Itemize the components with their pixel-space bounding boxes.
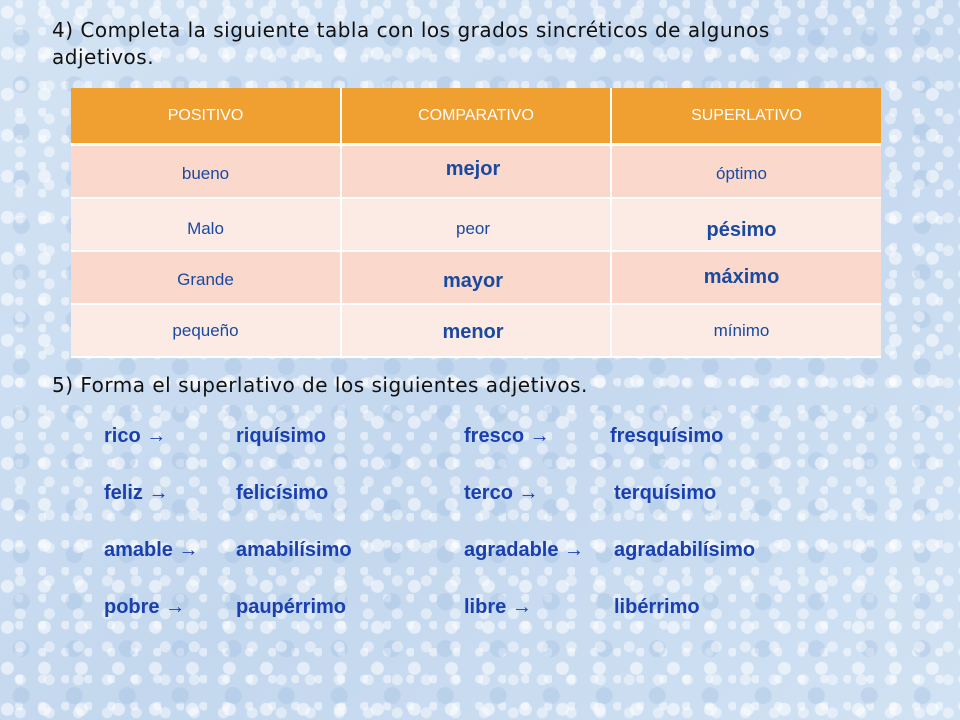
cell-text: Grande <box>177 270 234 289</box>
cell-text: pésimo <box>706 219 777 241</box>
table-row <box>71 198 881 251</box>
table-cell <box>341 198 611 251</box>
table-cell <box>341 304 611 357</box>
arrow-right-icon: → <box>518 482 539 504</box>
base-adjective: libre <box>464 596 507 618</box>
word-amable <box>104 539 199 562</box>
cell-text: Malo <box>187 219 224 238</box>
arrow-right-icon: → <box>511 596 532 618</box>
cell-text: mejor <box>445 158 501 180</box>
base-adjective: fresco <box>464 425 525 447</box>
table-cell <box>611 198 881 251</box>
word-fresco <box>464 425 550 448</box>
arrow-right-icon: → <box>165 596 186 618</box>
table-cell <box>611 304 881 357</box>
arrow-right-icon: → <box>178 539 199 561</box>
exercise-4-heading <box>52 17 852 71</box>
word-pobre <box>104 596 185 619</box>
base-adjective: agradable <box>464 539 559 561</box>
arrow-right-icon: → <box>529 425 550 447</box>
table-header-row <box>71 88 881 145</box>
arrow-right-icon: → <box>564 539 585 561</box>
exercise-4-line-1: 4) Completa la siguiente tabla con los grados sincréticos de algunos <box>52 18 770 42</box>
word-agradable <box>464 539 584 562</box>
table-cell <box>611 251 881 304</box>
cell-text: máximo <box>703 266 780 288</box>
answer-riquisimo: riquísimo <box>236 425 327 447</box>
word-terco <box>464 482 538 505</box>
answer-amabilisimo: amabilísimo <box>236 539 352 561</box>
cell-text: pequeño <box>172 321 239 340</box>
word-feliz <box>104 482 168 505</box>
base-adjective: terco <box>464 482 513 504</box>
answer-liberrimo: libérrimo <box>614 596 700 618</box>
exercise-5-heading: 5) Forma el superlativo de los siguientes adjetivos. <box>52 373 588 397</box>
table-row <box>71 304 881 357</box>
table-cell <box>71 251 341 304</box>
degrees-table <box>71 88 881 358</box>
answer-terquisimo: terquísimo <box>614 482 717 504</box>
answer-pauperrimo: paupérrimo <box>236 596 347 618</box>
word-rico <box>104 425 166 448</box>
table-row <box>71 251 881 304</box>
cell-text: peor <box>455 219 491 238</box>
table-cell <box>71 145 341 199</box>
header-comparativo: COMPARATIVO <box>341 88 611 145</box>
answer-felicisimo: felicísimo <box>236 482 329 504</box>
arrow-right-icon: → <box>146 425 167 447</box>
table-cell <box>611 145 881 199</box>
table-cell <box>71 198 341 251</box>
arrow-right-icon: → <box>148 482 169 504</box>
cell-text: bueno <box>181 164 230 183</box>
cell-text: menor <box>442 321 504 343</box>
header-positivo: POSITIVO <box>71 88 341 145</box>
table-cell <box>71 304 341 357</box>
header-superlativo: SUPERLATIVO <box>611 88 881 145</box>
cell-text: óptimo <box>715 164 768 183</box>
table-row <box>71 145 881 199</box>
cell-text: mínimo <box>713 321 770 340</box>
table-cell <box>341 145 611 199</box>
word-libre <box>464 596 532 619</box>
base-adjective: rico <box>104 425 141 447</box>
cell-text: mayor <box>442 270 504 292</box>
base-adjective: feliz <box>104 482 143 504</box>
base-adjective: pobre <box>104 596 160 618</box>
exercise-4-line-2: adjetivos. <box>52 45 155 69</box>
answer-agradabilisimo: agradabilísimo <box>614 539 756 561</box>
base-adjective: amable <box>104 539 173 561</box>
table-cell <box>341 251 611 304</box>
answer-fresquisimo: fresquísimo <box>610 425 724 447</box>
